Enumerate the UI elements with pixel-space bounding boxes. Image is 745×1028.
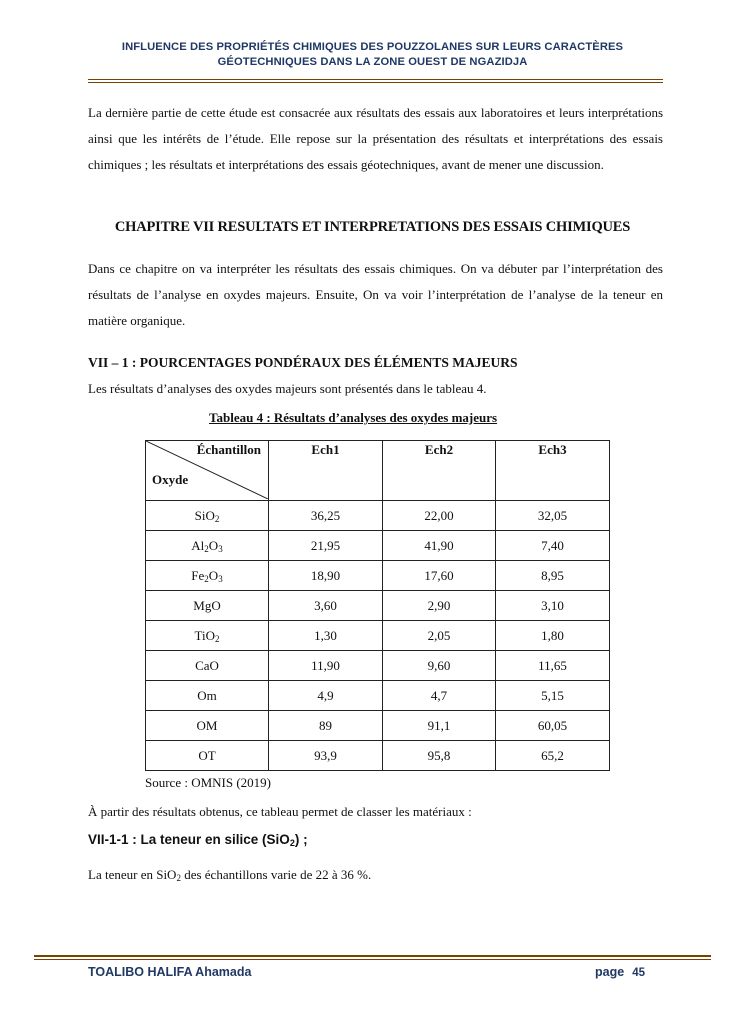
value-cell: 3,60: [269, 591, 383, 621]
oxide-cell: [146, 531, 269, 561]
oxide-cell: [146, 591, 269, 621]
table-row: [146, 531, 610, 561]
oxide-name: OM: [196, 717, 218, 733]
column-header: Ech3: [496, 441, 610, 501]
value-cell: 1,80: [496, 621, 610, 651]
classify-text: À partir des résultats obtenus, ce tableau permet de classer les matériaux :: [88, 804, 472, 819]
oxide-cell: [146, 561, 269, 591]
value-cell: 36,25: [269, 501, 383, 531]
oxide-name: Om: [197, 687, 217, 703]
value-cell: 11,65: [496, 651, 610, 681]
corner-label-sample: Échantillon: [196, 442, 261, 457]
oxide-name: Fe: [191, 567, 205, 583]
oxide-name: TiO: [194, 627, 215, 643]
table-row: [146, 711, 610, 741]
value-cell: 17,60: [383, 561, 496, 591]
corner-label-oxide: Oxyde: [152, 472, 189, 487]
footer-rule-thin: [34, 959, 711, 960]
value-cell: 22,00: [383, 501, 496, 531]
oxide-name: OT: [198, 747, 216, 763]
value-cell: 7,40: [496, 531, 610, 561]
value-cell: 65,2: [496, 741, 610, 771]
oxide-name: CaO: [195, 657, 219, 673]
column-header: Ech1: [269, 441, 383, 501]
subsection-suffix: ) ;: [294, 832, 308, 847]
value-cell: 2,90: [383, 591, 496, 621]
table-row: [146, 501, 610, 531]
table-row: [146, 651, 610, 681]
subsection-subscript: 2: [289, 838, 295, 848]
value-cell: 32,05: [496, 501, 610, 531]
oxide-name-tail: O: [208, 537, 219, 553]
subsection-title: [88, 832, 308, 847]
oxide-cell: [146, 741, 269, 771]
silica-prefix: La teneur en SiO: [88, 867, 177, 882]
oxide-subscript: 2: [204, 543, 209, 554]
value-cell: 89: [269, 711, 383, 741]
header-rule-thin: [88, 82, 663, 83]
table-source: Source : OMNIS (2019): [145, 775, 272, 790]
table-corner-cell: [146, 441, 269, 501]
section-title: VII – 1 : POURCENTAGES PONDÉRAUX DES ÉLÉMENTS MAJEURS: [88, 355, 518, 370]
intro-paragraph: La dernière partie de cette étude est consacrée aux résultats des essais aux laboratoires et leurs interprétations ainsi que les intérêts de l’étude. Elle repose sur la présentation des résultats et interprétations des essais chimiques ; les résultats et interprétations des essais géotechniques, avant de mener une discussion.: [88, 105, 663, 172]
oxide-cell: [146, 651, 269, 681]
table-header-row: [146, 441, 610, 501]
value-cell: 2,05: [383, 621, 496, 651]
value-cell: 8,95: [496, 561, 610, 591]
value-cell: 93,9: [269, 741, 383, 771]
value-cell: 95,8: [383, 741, 496, 771]
column-header: Ech2: [383, 441, 496, 501]
header-line-2: GÉOTECHNIQUES DANS LA ZONE OUEST DE NGAZIDJA: [217, 56, 528, 68]
running-header: [60, 40, 685, 70]
silica-subscript: 2: [176, 873, 181, 883]
value-cell: 41,90: [383, 531, 496, 561]
oxide-cell: [146, 681, 269, 711]
oxide-subscript: 2: [214, 633, 220, 644]
page-number: 45: [632, 967, 645, 979]
table-row: [146, 591, 610, 621]
oxide-name: MgO: [193, 597, 221, 613]
value-cell: 18,90: [269, 561, 383, 591]
table-row: [146, 741, 610, 771]
value-cell: 1,30: [269, 621, 383, 651]
silica-suffix: des échantillons varie de 22 à 36 %.: [180, 867, 372, 882]
value-cell: 4,7: [383, 681, 496, 711]
oxide-name-tail: O: [208, 567, 219, 583]
footer-page: [595, 965, 645, 979]
oxides-table: [145, 440, 610, 771]
table-row: [146, 621, 610, 651]
header-rule-thick: [88, 79, 663, 80]
value-cell: 21,95: [269, 531, 383, 561]
value-cell: 91,1: [383, 711, 496, 741]
oxide-subscript: 2: [204, 573, 209, 584]
value-cell: 60,05: [496, 711, 610, 741]
table-row: [146, 681, 610, 711]
oxide-subscript: 3: [218, 543, 223, 554]
value-cell: 3,10: [496, 591, 610, 621]
oxide-name: SiO: [194, 507, 215, 523]
section-intro: Les résultats d’analyses des oxydes majeurs sont présentés dans le tableau 4.: [88, 381, 487, 396]
chapter-title: CHAPITRE VII RESULTATS ET INTERPRETATIONS DES ESSAIS CHIMIQUES: [114, 219, 631, 235]
page-label: page: [595, 965, 625, 979]
oxide-cell: [146, 711, 269, 741]
oxide-name: Al: [191, 537, 205, 553]
header-line-1: INFLUENCE DES PROPRIÉTÉS CHIMIQUES DES POUZZOLANES SUR LEURS CARACTÈRES: [121, 41, 624, 53]
subsection-prefix: VII-1-1 : La teneur en silice (SiO: [88, 832, 290, 847]
value-cell: 4,9: [269, 681, 383, 711]
table-row: [146, 561, 610, 591]
chapter-intro-paragraph: Dans ce chapitre on va interpréter les résultats des essais chimiques. On va débuter par l’interprétation des résultats de l’analyse en oxydes majeurs. Ensuite, On va voir l’interprétation de l’analyse de la teneur en matière organique.: [88, 261, 663, 328]
value-cell: 11,90: [269, 651, 383, 681]
oxide-subscript: 2: [214, 513, 220, 524]
footer-author: TOALIBO HALIFA Ahamada: [88, 965, 252, 979]
oxide-subscript: 3: [218, 573, 223, 584]
table-caption: Tableau 4 : Résultats d’analyses des oxydes majeurs: [209, 410, 498, 425]
oxide-cell: [146, 621, 269, 651]
silica-text: [88, 867, 371, 883]
value-cell: 5,15: [496, 681, 610, 711]
value-cell: 9,60: [383, 651, 496, 681]
footer-rule-thick: [34, 955, 711, 957]
oxide-cell: [146, 501, 269, 531]
